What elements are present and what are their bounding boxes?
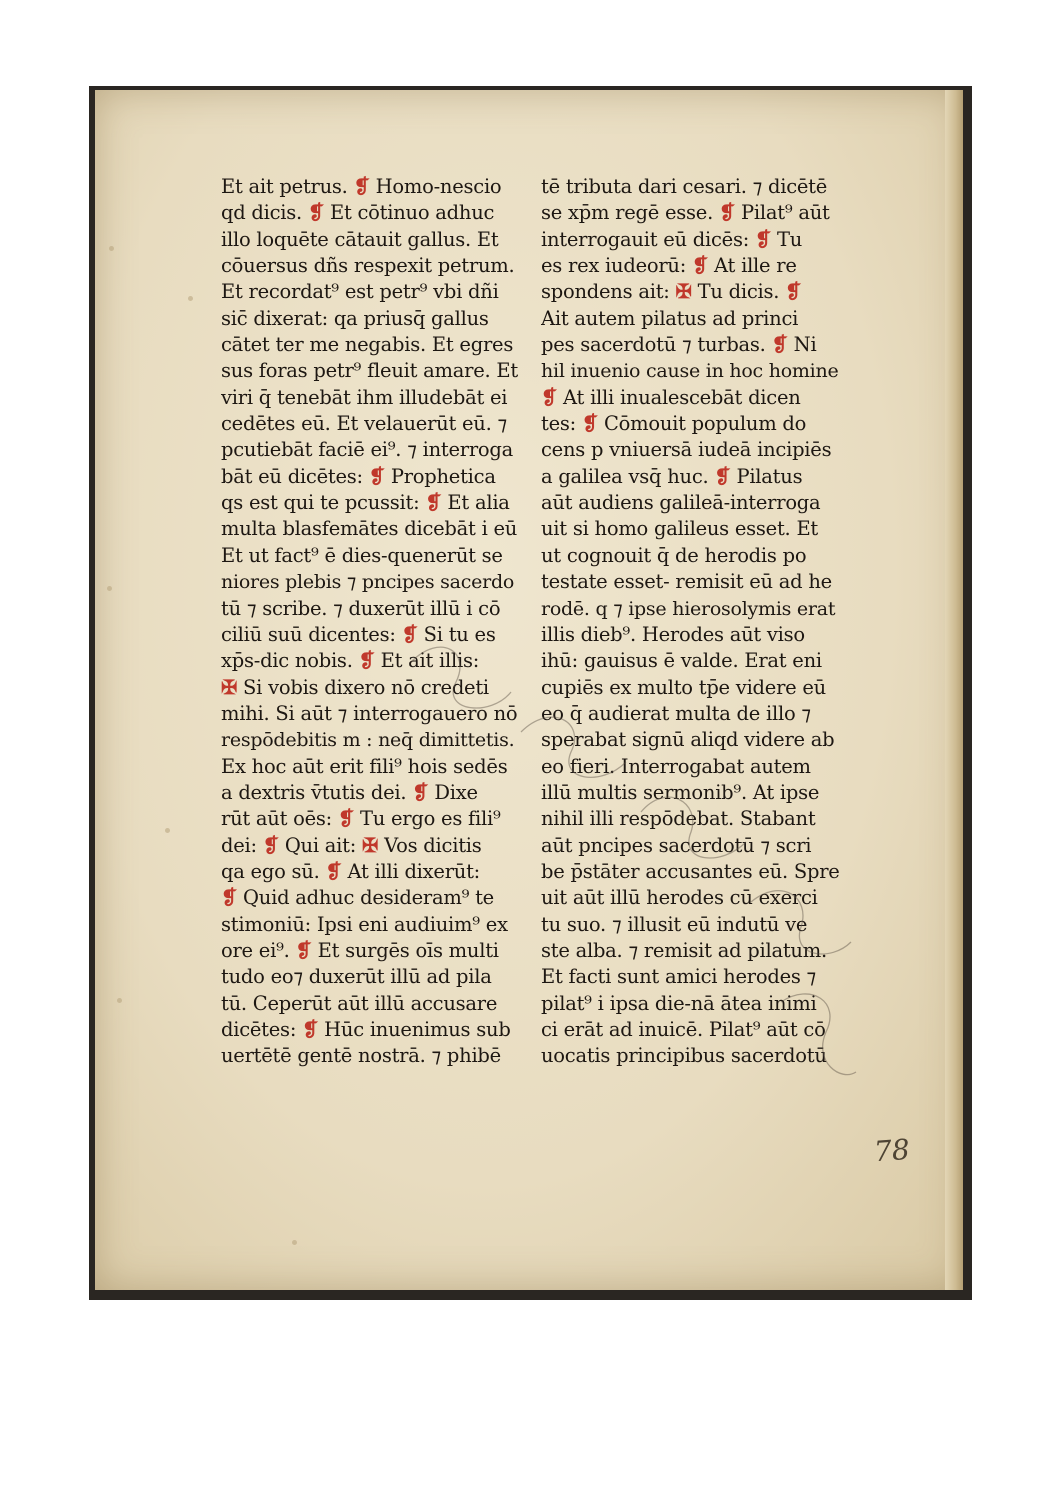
- rubric-mark: ❡: [353, 175, 370, 198]
- text-line: cupiēs ex multo tp̄e videre eū: [541, 675, 826, 699]
- text-line: multa blasfemātes dicebāt i eū: [221, 517, 518, 541]
- text-line: eo q̄ audierat multa de illo ⁊: [541, 701, 811, 725]
- folio-number: 78: [872, 1132, 911, 1169]
- text-line: ore ei⁹. ❡ Et surgēs oīs multi: [221, 938, 499, 962]
- rubric-mark: ❡: [401, 622, 418, 646]
- text-line: illis dieb⁹. Herodes aūt viso: [541, 622, 805, 646]
- text-line: ✠ Si vobis dixero nō credeti: [221, 675, 489, 699]
- text-line: Ait autem pilatus ad princi: [541, 306, 799, 330]
- text-line: illo loquēte cātauit gallus. Et: [221, 227, 499, 251]
- rubric-mark: ❡: [337, 807, 355, 831]
- rubric-mark: ❡: [425, 491, 442, 515]
- text-line: nihil illi respōdebat. Stabant: [541, 807, 816, 831]
- text-line: dicētes: ❡ Hūc inuenimus sub: [221, 1018, 511, 1041]
- rubric-mark: ✠: [362, 833, 379, 857]
- text-line: se xp̄m regē esse. ❡ Pilat⁹ aūt: [541, 201, 830, 225]
- text-line: cedētes eū. Et velauerūt eū. ⁊: [221, 412, 507, 436]
- text-line: testate esset- remisit eū ad he: [541, 570, 832, 594]
- text-line: rūt aūt oēs: ❡ Tu ergo es fili⁹: [221, 807, 501, 831]
- text-line: Et ait petrus. ❡ Homo-nescio: [221, 175, 502, 198]
- text-line: sus foras petr⁹ fleuit amare. Et: [221, 359, 518, 383]
- text-line: dei: ❡ Qui ait: ✠ Vos dicitis: [221, 833, 482, 857]
- manuscript-leaf: [95, 90, 963, 1290]
- text-line: a dextris v̄tutis dei. ❡ Dixe: [221, 780, 478, 804]
- rubric-mark: ❡: [368, 464, 385, 488]
- text-line: ihū: gauisus ē valde. Erat eni: [541, 649, 822, 673]
- text-line: Et ut fact⁹ ē dies-quenerūt se: [221, 543, 503, 567]
- text-line: ut cognouit q̄ de herodis po: [541, 543, 807, 567]
- rubric-mark: ❡: [771, 333, 788, 357]
- paper-speck: [292, 1240, 297, 1245]
- text-line: mihi. Si aūt ⁊ interrogauero nō: [221, 701, 518, 725]
- text-line: tē tributa dari cesari. ⁊ dicētē: [541, 175, 828, 198]
- left-text-column: [221, 174, 521, 1070]
- rubric-mark: ❡: [221, 886, 238, 910]
- text-line: tū. Ceperūt aūt illū accusare: [221, 991, 498, 1015]
- text-line: tudo eo⁊ duxerūt illū ad pila: [221, 965, 492, 989]
- rubric-mark: ❡: [325, 859, 342, 883]
- text-line: cātet ter me negabis. Et egres: [221, 333, 514, 357]
- text-line: cens p vniuersā iudeā incipiēs: [541, 438, 832, 462]
- scanned-page-frame: [89, 86, 972, 1300]
- text-line: ❡ Quid adhuc desideram⁹ te: [221, 886, 494, 910]
- rubric-mark: ❡: [358, 649, 375, 673]
- text-line: uertētē gentē nostrā. ⁊ phibē: [221, 1044, 501, 1068]
- right-text-column: [541, 174, 841, 1070]
- text-line: ❡ At illi inualescebāt dicen: [541, 385, 801, 409]
- text-line: pes sacerdotū ⁊ turbas. ❡ Ni: [541, 333, 817, 357]
- text-line: eo fieri. Interrogabat autem: [541, 754, 811, 778]
- text-line: tes: ❡ Cōmouit populum do: [541, 412, 807, 436]
- paper-speck: [107, 586, 112, 591]
- rubric-mark: ❡: [755, 227, 772, 251]
- rubric-mark: ❡: [719, 201, 736, 225]
- rubric-mark: ❡: [302, 1018, 319, 1041]
- text-line: uit aūt illū herodes cū exerci: [541, 886, 818, 910]
- text-line: hil inuenio cause in hoc homine: [541, 360, 839, 383]
- text-line: aūt audiens galileā-interroga: [541, 491, 821, 515]
- text-line: rodē. q ⁊ ipse hierosolymis erat: [541, 597, 836, 620]
- text-line: spondens ait: ✠ Tu dicis. ❡: [541, 280, 802, 304]
- text-line: qa ego sū. ❡ At illi dixerūt:: [221, 859, 480, 883]
- rubric-mark: ❡: [307, 201, 325, 225]
- text-line: bāt eū dicētes: ❡ Prophetica: [221, 464, 496, 488]
- text-line: pilat⁹ i ipsa die-nā ātea inimi: [541, 991, 817, 1015]
- paper-speck: [188, 296, 193, 301]
- text-line: ciliū suū dicentes: ❡ Si tu es: [221, 622, 496, 646]
- text-line: viri q̄ tenebāt ihm illudebāt ei: [221, 385, 508, 409]
- rubric-mark: ❡: [262, 833, 279, 857]
- text-line: ci erāt ad inuicē. Pilat⁹ aūt cō: [541, 1018, 826, 1041]
- text-line: uit si homo galileus esset. Et: [541, 517, 819, 541]
- text-line: xp̄s-dic nobis. ❡ Et ait illis:: [221, 649, 480, 673]
- text-line: stimoniū: Ipsi eni audiuim⁹ ex: [221, 912, 508, 936]
- text-line: Et recordat⁹ est petr⁹ vbi dñi: [221, 280, 499, 304]
- text-line: Et facti sunt amici herodes ⁊: [541, 965, 817, 989]
- text-line: ste alba. ⁊ remisit ad pilatum.: [541, 938, 827, 962]
- rubric-mark: ❡: [581, 412, 598, 436]
- text-line: sperabat signū aliqd videre ab: [541, 728, 835, 752]
- text-line: be p̄stāter accusantes eū. Spre: [541, 859, 840, 883]
- paper-speck: [117, 998, 122, 1003]
- text-line: illū multis sermonib⁹. At ipse: [541, 780, 820, 804]
- text-line: qd dicis. ❡ Et cōtinuo adhuc: [221, 201, 495, 225]
- text-line: qs est qui te pcussit: ❡ Et alia: [221, 491, 510, 515]
- rubric-mark: ❡: [785, 280, 802, 304]
- text-line: cōuersus dñs respexit petrum.: [221, 254, 515, 278]
- rubric-mark: ✠: [221, 675, 238, 699]
- text-line: interrogauit eū dicēs: ❡ Tu: [541, 227, 803, 251]
- rubric-mark: ❡: [692, 254, 709, 278]
- rubric-mark: ❡: [295, 938, 312, 962]
- text-line: uocatis principibus sacerdotū: [541, 1044, 827, 1068]
- text-line: pcutiebāt faciē ei⁹. ⁊ interroga: [221, 438, 514, 462]
- text-line: es rex iudeorū: ❡ At ille re: [541, 254, 797, 278]
- text-line: Ex hoc aūt erit fili⁹ hois sedēs: [221, 754, 508, 778]
- rubric-mark: ❡: [541, 385, 558, 409]
- text-line: respōdebitis m : neq̄ dimittetis.: [221, 729, 515, 752]
- text-line: sic̄ dixerat: qa priusq̄ gallus: [221, 306, 489, 330]
- paper-speck: [109, 246, 114, 251]
- text-line: niores plebis ⁊ pncipes sacerdo: [221, 571, 515, 594]
- text-line: tū ⁊ scribe. ⁊ duxerūt illū i cō: [221, 596, 501, 620]
- text-line: a galilea vsq̄ huc. ❡ Pilatus: [541, 464, 803, 488]
- text-line: tu suo. ⁊ illusit eū indutū ve: [541, 912, 808, 936]
- rubric-mark: ❡: [714, 464, 731, 488]
- rubric-mark: ❡: [412, 780, 429, 804]
- text-line: aūt pncipes sacerdotū ⁊ scri: [541, 833, 812, 857]
- rubric-mark: ✠: [675, 280, 692, 304]
- paper-speck: [165, 828, 170, 833]
